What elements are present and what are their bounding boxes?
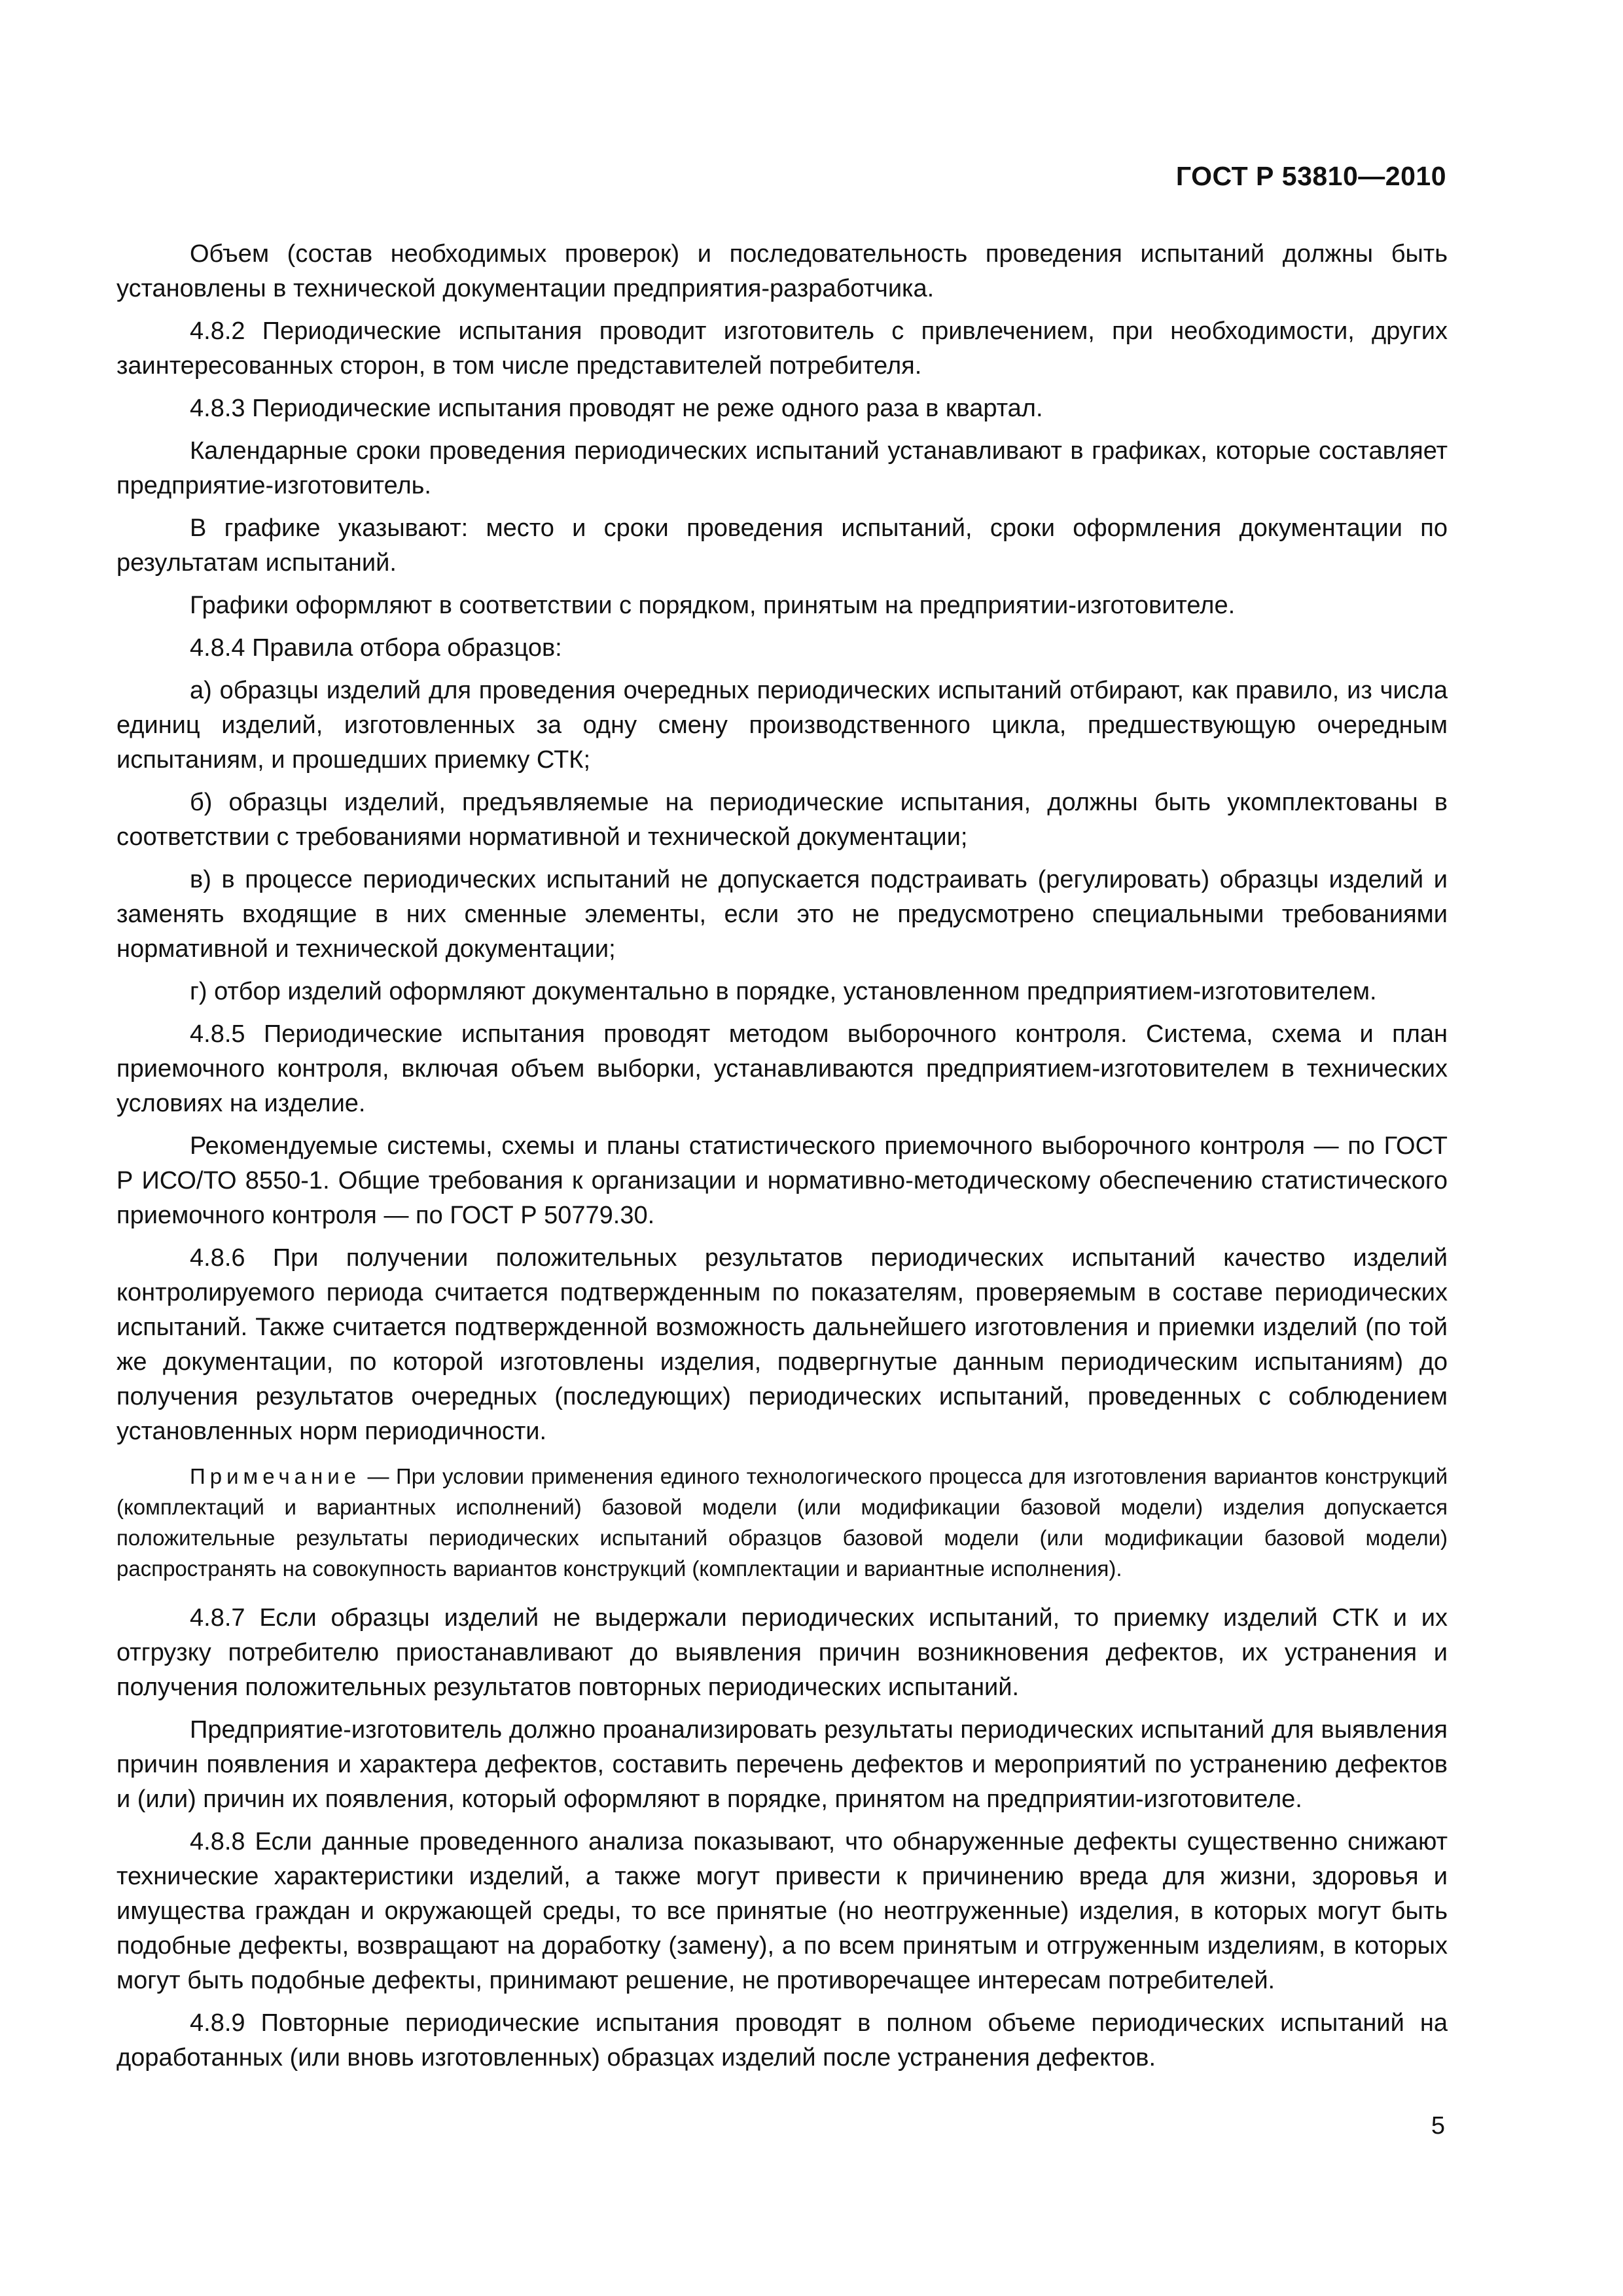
list-item-b: б) образцы изделий, предъявляемые на периодические испытания, должны быть укомплектованы в соответствии с требованиями нормативной и технической документации;	[116, 789, 1448, 851]
paragraph-calendar-schedules: Календарные сроки проведения периодических испытаний устанавливают в графиках, которые составляет предприятие-изготовитель.	[116, 437, 1448, 499]
paragraph-4-8-9: 4.8.9 Повторные периодические испытания проводят в полном объеме периодических испытаний на доработанных (или вновь изготовленных) образцах изделий после устранения дефектов.	[116, 2009, 1448, 2072]
paragraph-4-8-3: 4.8.3 Периодические испытания проводят не реже одного раза в квартал.	[190, 395, 1043, 422]
paragraph-schedule-execution: Графики оформляют в соответствии с порядком, принятым на предприятии-изготовителе.	[190, 592, 1236, 619]
paragraph-defect-analysis: Предприятие-изготовитель должно проанализировать результаты периодических испытаний для выявления причин появления и характера дефектов, составить перечень дефектов и мероприятий по устранению дефектов и (или) причин их появления, который оформляют в порядке, принятом на предприятии-изготовителе.	[116, 1716, 1448, 1813]
note-label: Примечание	[190, 1464, 361, 1488]
page-number: 5	[1431, 2112, 1445, 2140]
paragraph-4-8-6: 4.8.6 При получении положительных результатов периодических испытаний качество изделий контролируемого периода считается подтвержденным по показателям, проверяемым в составе периодических испытаний. Также считается подтвержденной возможность дальнейшего изготовления и приемки изделий (по той же документации, по которой изготовлены изделия, подвергнутые данным периодическим испытаниям) до получения результатов очередных (последующих) периодических испытаний, проведенных с соблюдением установленных норм периодичности.	[116, 1244, 1448, 1445]
paragraph-4-8-2: 4.8.2 Периодические испытания проводит изготовитель с привлечением, при необходимости, других заинтересованных сторон, в том числе представителей потребителя.	[116, 317, 1448, 380]
paragraph-scope-of-tests: Объем (состав необходимых проверок) и последовательность проведения испытаний должны быть установлены в технической документации предприятия-разработчика.	[116, 240, 1448, 302]
note-text: — При условии применения единого технологического процесса для изготовления вариантов конструкций (комплектаций и вариантных исполнений) базовой модели (или модификации базовой модели) изделия допускается положительные результаты периодических испытаний образцов базовой модели (или модификации базовой модели) распространять на совокупность вариантов конструкций (комплектации и вариантные исполнения).	[116, 1464, 1448, 1581]
paragraph-recommended-systems: Рекомендуемые системы, схемы и планы статистического приемочного выборочного контроля — по ГОСТ Р ИСО/ТО 8550-1. Общие требования к организации и нормативно-методическому обеспечению статистического приемочного контроля — по ГОСТ Р 50779.30.	[116, 1132, 1448, 1229]
document-body	[116, 237, 1448, 2083]
note-block	[116, 1461, 1448, 1584]
paragraph-4-8-7: 4.8.7 Если образцы изделий не выдержали периодических испытаний, то приемку изделий СТК и их отгрузку потребителю приостанавливают до выявления причин возникновения дефектов, их устранения и получения положительных результатов повторных периодических испытаний.	[116, 1604, 1448, 1701]
paragraph-4-8-5: 4.8.5 Периодические испытания проводят методом выборочного контроля. Система, схема и план приемочного контроля, включая объем выборки, устанавливаются предприятием-изготовителем в технических условиях на изделие.	[116, 1020, 1448, 1117]
document-code-header: ГОСТ Р 53810—2010	[1175, 161, 1446, 191]
list-item-a: а) образцы изделий для проведения очередных периодических испытаний отбирают, как правило, из числа единиц изделий, изготовленных за одну смену производственного цикла, предшествующую очередным испытаниям, и прошедших приемку СТК;	[116, 677, 1448, 774]
list-item-v: в) в процессе периодических испытаний не допускается подстраивать (регулировать) образцы изделий и заменять входящие в них сменные элементы, если это не предусмотрено специальными требованиями нормативной и технической документации;	[116, 866, 1448, 963]
paragraph-4-8-8: 4.8.8 Если данные проведенного анализа показывают, что обнаруженные дефекты существенно снижают технические характеристики изделий, а также могут привести к причинению вреда для жизни, здоровья и имущества граждан и окружающей среды, то все принятые (но неотгруженные) изделия, в которых могут быть подобные дефекты, возвращают на доработку (замену), а по всем принятым и отгруженным изделиям, в которых могут быть подобные дефекты, принимают решение, не противоречащее интересам потребителей.	[116, 1828, 1448, 1994]
paragraph-4-8-4: 4.8.4 Правила отбора образцов:	[190, 634, 562, 662]
list-item-g: г) отбор изделий оформляют документально в порядке, установленном предприятием-изготовителем.	[190, 978, 1377, 1005]
paragraph-schedule-contents: В графике указывают: место и сроки проведения испытаний, сроки оформления документации по результатам испытаний.	[116, 514, 1448, 577]
